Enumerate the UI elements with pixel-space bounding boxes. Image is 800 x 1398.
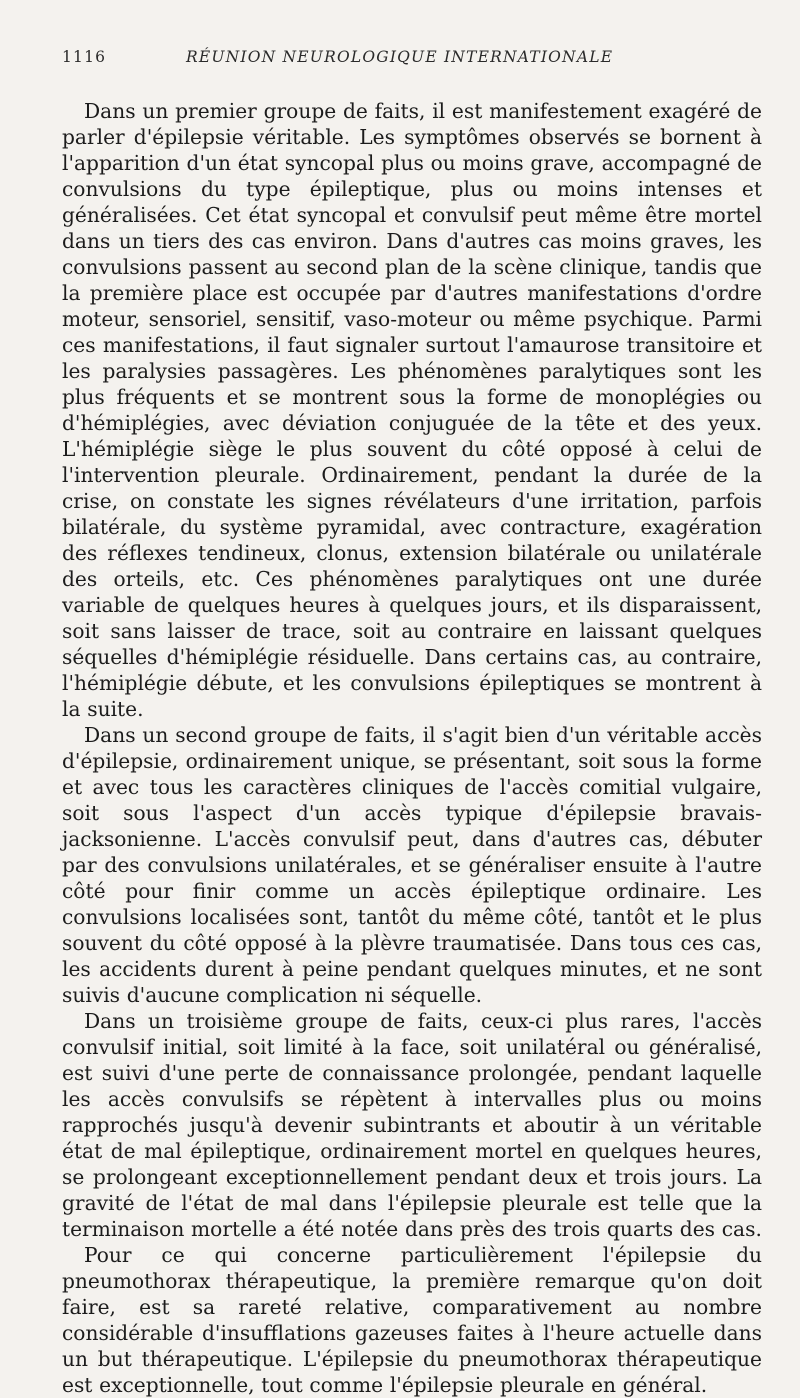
running-title: RÉUNION NEUROLOGIQUE INTERNATIONALE: [186, 48, 614, 66]
paragraph-third-group: Dans un troisième groupe de faits, ceux-ci plus rares, l'accès convulsif initial, soit limité à la face, soit unilatéral ou généralisé, est suivi d'une perte de connaissance prolongée, pendant laquelle les accès convulsifs se répètent à intervalles plus ou moins rapprochés jusqu'à devenir subintrants et aboutir à un véritable état de mal épileptique, ordinairement mortel en quelques heures, se prolongeant exceptionnellement pendant deux et trois jours. La gravité de l'état de mal dans l'épilepsie pleurale est telle que la terminaison mortelle a été notée dans près des trois quarts des cas.: [62, 1009, 762, 1241]
paragraph-first-group: Dans un premier groupe de faits, il est manifestement exagéré de parler d'épilepsie véritable. Les symptômes observés se bornent à l'apparition d'un état syncopal plus ou moins grave, accompagné de convulsions du type épileptique, plus ou moins intenses et généralisées. Cet état syncopal et convulsif peut même être mortel dans un tiers des cas environ. Dans d'autres cas moins graves, les convulsions passent au second plan de la scène clinique, tandis que la première place est occupée par d'autres manifestations d'ordre moteur, sensoriel, sensitif, vaso-moteur ou même psychique. Parmi ces manifestations, il faut signaler surtout l'amaurose transitoire et les paralysies passagères. Les phénomènes paralytiques sont les plus fréquents et se montrent sous la forme de monoplégies ou d'hémiplégies, avec déviation conjuguée de la tête et des yeux. L'hémiplégie siège le plus souvent du côté opposé à celui de l'intervention pleurale. Ordinairement, pendant la durée de la crise, on constate les signes révélateurs d'une irritation, parfois bilatérale, du système pyramidal, avec contracture, exagération des réflexes tendineux, clonus, extension bilatérale ou unilatérale des orteils, etc. Ces phénomènes paralytiques ont une durée variable de quelques heures à quelques jours, et ils disparaissent, soit sans laisser de trace, soit au contraire en laissant quelques séquelles d'hémiplégie résiduelle. Dans certains cas, au contraire, l'hémiplégie débute, et les convulsions épileptiques se montrent à la suite.: [62, 99, 762, 721]
body-text: [62, 98, 762, 1398]
paragraph-second-group: Dans un second groupe de faits, il s'agit bien d'un véritable accès d'épilepsie, ordinairement unique, se présentant, soit sous la forme et avec tous les caractères cliniques de l'accès comitial vulgaire, soit sous l'aspect d'un accès typique d'épilepsie bravais-jacksonienne. L'accès convulsif peut, dans d'autres cas, débuter par des convulsions unilatérales, et se généraliser ensuite à l'autre côté pour finir comme un accès épileptique ordinaire. Les convulsions localisées sont, tantôt du même côté, tantôt et le plus souvent du côté opposé à la plèvre traumatisée. Dans tous ces cas, les accidents durent à peine pendant quelques minutes, et ne sont suivis d'aucune complication ni séquelle.: [62, 723, 762, 1007]
paragraph-pneumothorax: Pour ce qui concerne particulièrement l'épilepsie du pneumothorax thérapeutique, la première remarque qu'on doit faire, est sa rareté relative, comparativement au nombre considérable d'insufflations gazeuses faites à l'heure actuelle dans un but thérapeutique. L'épilepsie du pneumothorax thérapeutique est exceptionnelle, tout comme l'épilepsie pleurale en général.: [62, 1243, 762, 1397]
page-number: 1116: [62, 48, 107, 66]
running-header: [62, 48, 762, 76]
